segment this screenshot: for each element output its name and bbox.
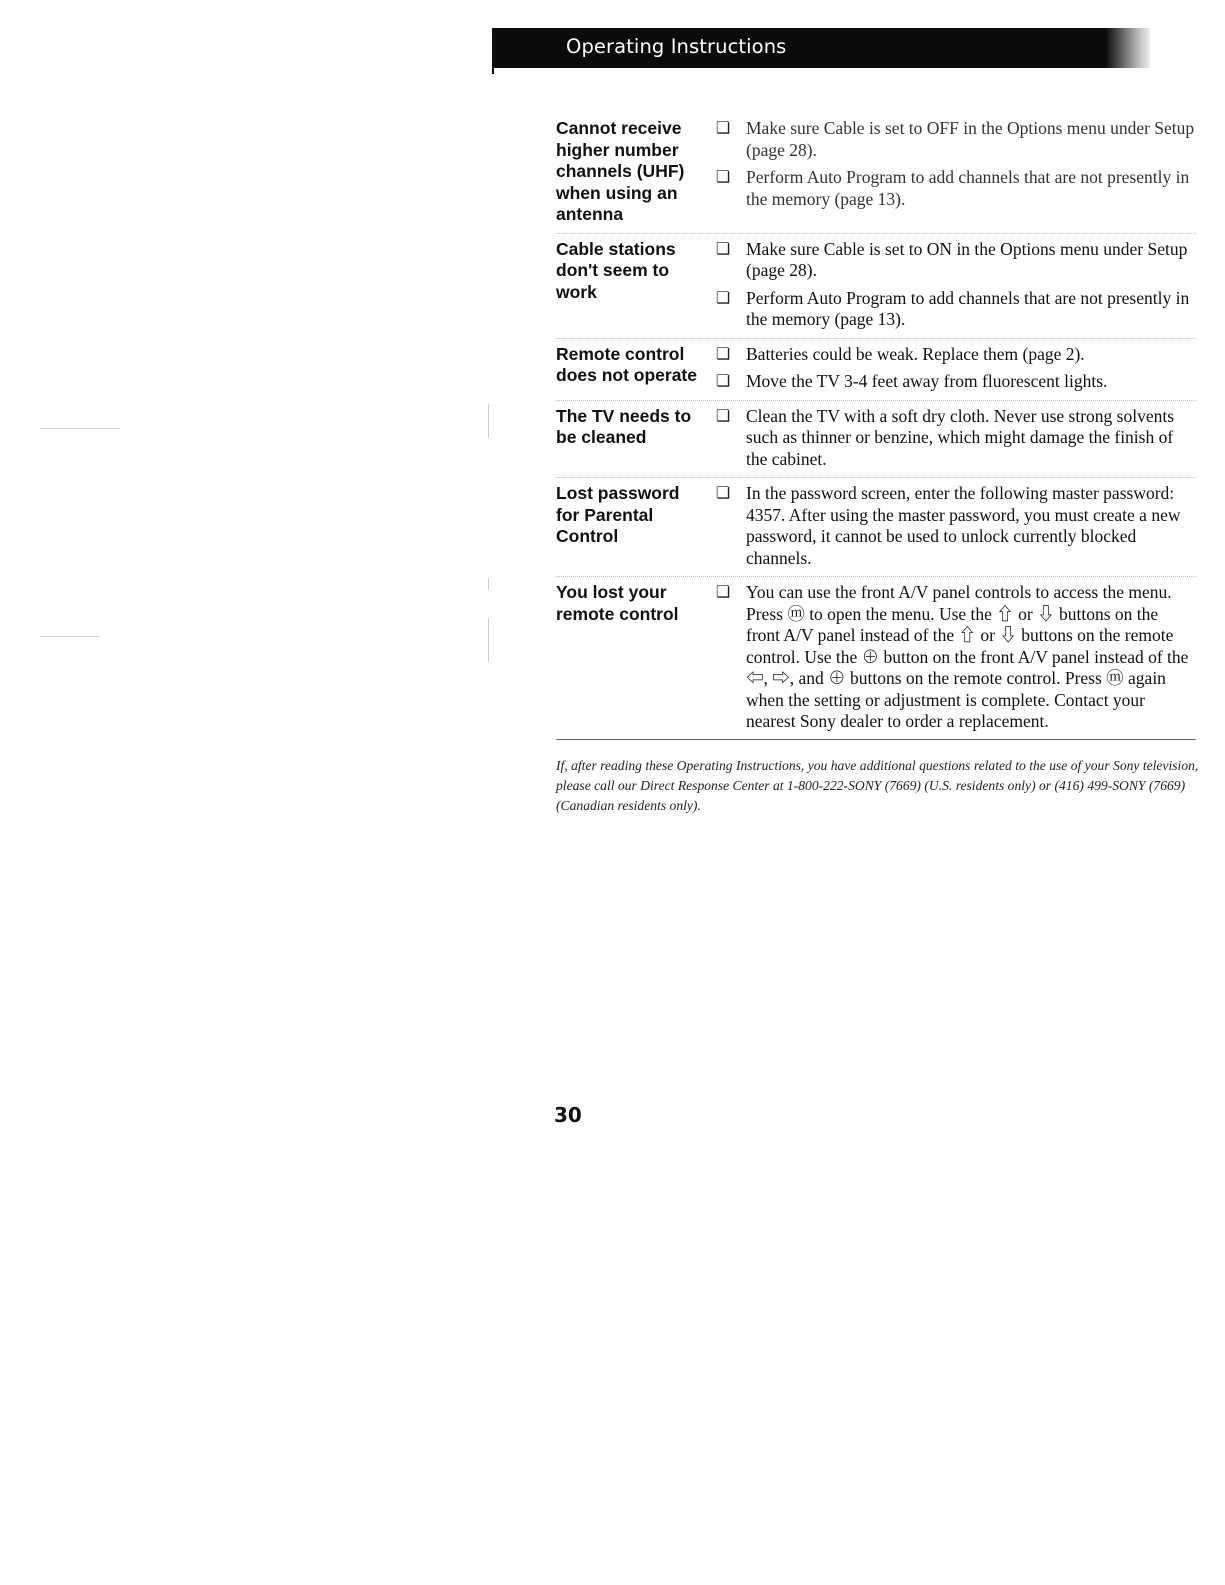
table-row bbox=[556, 483, 1196, 577]
solution-item bbox=[704, 288, 1196, 331]
solution-text: Make sure Cable is set to OFF in the Options menu under Setup (page 28). bbox=[746, 118, 1195, 160]
checkbox-bullet-icon: ❏ bbox=[715, 240, 731, 258]
header-tick bbox=[492, 66, 494, 74]
checkbox-bullet-icon: ❏ bbox=[715, 120, 731, 137]
header-bar bbox=[492, 28, 1150, 68]
solution-item bbox=[704, 582, 1196, 733]
page-title: Operating Instructions bbox=[566, 35, 787, 58]
solution-text: You can use the front A/V panel controls to access the menu. Press ⓜ to open the menu. Use the ⇧ or ⇩ buttons on the front A/V panel instead of the ⇧ or ⇩ buttons on the remote control. Use the ⊕ button on the front A/V panel instead of the ⇦, ⇨, and ⊕ buttons on the remote control. Press ⓜ again when the setting or adjustment is complete. Contact your nearest Sony dealer to order a replacement. bbox=[746, 582, 1189, 731]
page-number: 30 bbox=[554, 1103, 582, 1127]
solution-text: In the password screen, enter the following master password: 4357. After using the master password, you must create a new password, it cannot be used to unlock currently blocked channels. bbox=[746, 483, 1181, 568]
table-row bbox=[556, 344, 1196, 401]
solution-item bbox=[704, 344, 1196, 366]
table-row bbox=[556, 239, 1196, 339]
checkbox-bullet-icon: ❏ bbox=[715, 289, 731, 307]
checkbox-bullet-icon: ❏ bbox=[715, 485, 731, 502]
problem-label: Lost password for Parental Control bbox=[556, 483, 680, 546]
problem-label: Remote control does not operate bbox=[556, 343, 697, 385]
table-row bbox=[556, 406, 1196, 479]
solution-list bbox=[704, 406, 1196, 471]
scan-speck bbox=[40, 428, 120, 429]
solution-list bbox=[704, 582, 1196, 733]
solution-item bbox=[704, 118, 1196, 161]
solution-text: Perform Auto Program to add channels that are not presently in the memory (page 13). bbox=[746, 167, 1190, 209]
solution-list bbox=[704, 483, 1196, 569]
solution-list bbox=[704, 239, 1196, 331]
solution-list bbox=[704, 118, 1196, 226]
header-fade bbox=[1106, 28, 1150, 68]
scan-speck bbox=[488, 404, 489, 438]
solution-item bbox=[704, 167, 1196, 210]
problem-label: You lost your remote control bbox=[556, 582, 679, 624]
help-note: If, after reading these Operating Instructions, you have additional questions related to the use of your Sony television, please call our Direct Response Center at 1-800-222-SONY (7669) (U.S. residents only) or (416) 499-SONY (7669) (Canadian residents only). bbox=[556, 758, 1199, 813]
checkbox-bullet-icon: ❏ bbox=[715, 169, 731, 186]
scan-speck bbox=[488, 618, 489, 662]
problem-label: The TV needs to be cleaned bbox=[556, 405, 692, 447]
checkbox-bullet-icon: ❏ bbox=[715, 407, 731, 425]
solution-text: Move the TV 3-4 feet away from fluorescent lights. bbox=[746, 371, 1108, 391]
table-row bbox=[556, 118, 1196, 234]
table-row bbox=[556, 582, 1196, 740]
solution-item bbox=[704, 371, 1196, 393]
solution-text: Make sure Cable is set to ON in the Options menu under Setup (page 28). bbox=[746, 238, 1188, 280]
solution-text: Clean the TV with a soft dry cloth. Never use strong solvents such as thinner or benzine, which might damage the finish of the cabinet. bbox=[746, 405, 1175, 469]
troubleshooting-table bbox=[556, 118, 1196, 740]
solution-item bbox=[704, 239, 1196, 282]
problem-label: Cable stations don't seem to work bbox=[556, 238, 676, 302]
checkbox-bullet-icon: ❏ bbox=[715, 345, 731, 363]
problem-label: Cannot receive higher number channels (UHF) when using an antenna bbox=[556, 118, 685, 224]
solution-text: Batteries could be weak. Replace them (page 2). bbox=[746, 343, 1085, 364]
checkbox-bullet-icon: ❏ bbox=[715, 584, 731, 601]
solution-item bbox=[704, 406, 1196, 471]
scan-speck bbox=[40, 636, 100, 637]
solution-text: Perform Auto Program to add channels that are not presently in the memory (page 13). bbox=[746, 287, 1190, 329]
solution-list bbox=[704, 344, 1196, 393]
solution-item bbox=[704, 483, 1196, 569]
scan-speck bbox=[488, 578, 489, 590]
checkbox-bullet-icon: ❏ bbox=[715, 373, 731, 390]
